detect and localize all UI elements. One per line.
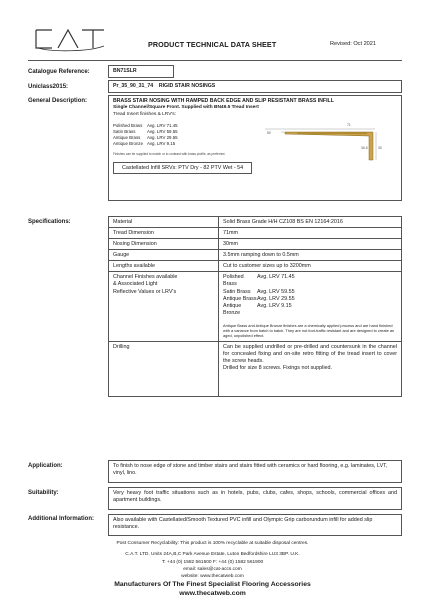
- profile-drawing: [257, 120, 397, 162]
- finishes-title: Tread Insert finishes & LRV's:: [113, 112, 177, 117]
- tagline: Manufacturers Of The Finest Specialist Flooring Accessories: [114, 581, 311, 588]
- suitability-text: Very heavy foot traffic situations such as in hotels, pubs, clubs, cafes, shops, schools, commercial offices and apartment buildings.: [108, 487, 402, 510]
- company-address: C.A.T. LTD. Units 24A,B,C Park Avenue Estate, Luton Bedfordshire LU3 3BP. U.K.: [125, 552, 300, 557]
- channel-finish-row: Antique Bronze Avg. LRV 9.15: [223, 303, 292, 317]
- catalogue-ref: BN71SLR: [108, 65, 174, 78]
- additional-label: Additional Information:: [28, 516, 94, 522]
- specifications-label: Specifications:: [28, 219, 71, 225]
- spec-value: 30mm: [219, 239, 402, 250]
- spec-row: [109, 239, 402, 250]
- spec-label: Lengths available: [109, 261, 219, 272]
- drilling-label: Drilling: [109, 341, 219, 396]
- general-label: General Description:: [28, 98, 88, 104]
- spec-value: 71mm: [219, 228, 402, 239]
- spec-label: Gauge: [109, 250, 219, 261]
- divider: [28, 60, 402, 61]
- drilling-value: Can be supplied undrilled or pre-drilled and countersunk in the channel for concealed fixing and on-site retro fitting of the tread insert to cover the screw heads. Drilled for size 8 screws. Fixings not supplied.: [219, 341, 402, 396]
- suitability-label: Suitability:: [28, 490, 59, 496]
- company-website: website: www.thecatweb.com: [181, 574, 244, 579]
- additional-text: Also available with Castellated/Smooth Textured PVC infill and Olympic Grip carborundum infill for added slip resistance.: [108, 514, 402, 536]
- company-email: email: sales@cat-accs.com: [183, 567, 242, 572]
- spec-row: [109, 261, 402, 272]
- channel-finish-row: Satin Brass Avg. LRV 59.55: [223, 288, 295, 295]
- specifications-table: [108, 216, 402, 397]
- spec-label: Tread Dimension: [109, 228, 219, 239]
- company-phone: T: +44 (0) 1582 561500 F: +44 (0) 1582 561900: [161, 560, 264, 565]
- recyclability-text: Post Consumer Recyclability: This product is 100% recyclable at suitable disposal centres.: [116, 541, 309, 546]
- spec-label: Material: [109, 217, 219, 228]
- channel-finishes: [219, 272, 402, 342]
- spec-row-channel: [109, 272, 402, 342]
- spec-row: [109, 228, 402, 239]
- revised-date: Revised: Oct 2021: [330, 41, 377, 47]
- uniclass-label: Uniclass2015:: [28, 84, 69, 90]
- spec-row: [109, 250, 402, 261]
- channel-note: Antique Brass and Antique Bronze finishes are a chemically applied process and are hand finished with a variance from batch to batch. They are not foot-traffic resistant and are designed to create an aged, unpolished effect.: [223, 322, 395, 339]
- spec-value: Cut to customer sizes up to 3200mm: [219, 261, 402, 272]
- spec-value: Solid Brass Grade H/H CZ108 BS EN 12164:2016: [219, 217, 402, 228]
- general-subline: Single Channel/Square Front. Supplied with BN49.5 Tread Insert: [113, 105, 259, 110]
- finish-row: Polished Brass Avg. LRV 71.45: [113, 123, 178, 128]
- uniclass-code: Pr_35_90_31_74 RIGID STAIR NOSINGS: [108, 80, 402, 93]
- finish-note: Finishes can be supplied to match or to contrast with brass profile, as preferred.: [113, 151, 226, 156]
- finish-row: Antique Brass Avg. LRV 29.55: [113, 134, 178, 140]
- spec-value: 3.5mm ramping down to 0.5mm: [219, 250, 402, 261]
- page-title: PRODUCT TECHNICAL DATA SHEET: [148, 40, 277, 49]
- company-logo: [32, 26, 108, 52]
- channel-finish-row: Polished Brass Avg. LRV 71.45: [223, 274, 295, 288]
- dim-right-outer: 30: [378, 146, 382, 150]
- srv-box: Castellated Infill SRVs: PTV Dry - 82 PTV Wet - 54: [113, 162, 252, 174]
- catalogue-label: Catalogue Reference:: [28, 69, 90, 75]
- dim-left: 50: [267, 131, 271, 135]
- dim-top: 71: [347, 123, 351, 127]
- spec-row-drilling: [109, 341, 402, 396]
- general-description-box: [108, 95, 402, 201]
- footer-url[interactable]: www.thecatweb.com: [179, 590, 246, 597]
- finish-row: Satin Brass Avg. LRV 59.55: [113, 128, 178, 134]
- finish-row: Antique Bronze Avg. LRV 9.15: [113, 140, 176, 146]
- general-headline: BRASS STAIR NOSING WITH RAMPED BACK EDGE AND SLIP RESISTANT BRASS INFILL: [113, 98, 334, 104]
- channel-finish-row: Antique Brass Avg. LRV 29.55: [223, 295, 295, 302]
- spec-label: Nosing Dimension: [109, 239, 219, 250]
- application-label: Application:: [28, 463, 63, 469]
- channel-label: Channel Finishes available & Associated Light Reflective Values or LRV's: [109, 272, 219, 342]
- dim-right-inner: 36.5: [361, 146, 368, 150]
- spec-row: [109, 217, 402, 228]
- application-text: To finish to nose edge of stone and timber stairs and stairs fitted with ceramics or hard flooring, e.g. laminates, LVT, vinyl, lino.: [108, 460, 402, 483]
